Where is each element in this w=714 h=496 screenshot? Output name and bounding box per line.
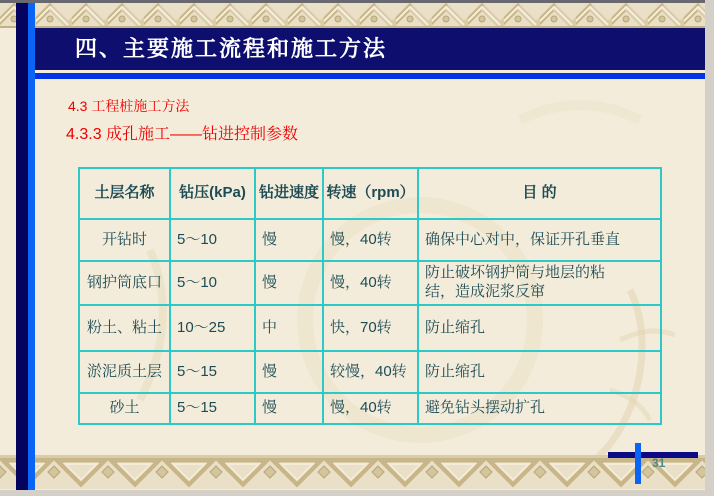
column-header: 钻进速度 — [255, 168, 323, 219]
table-cell: 确保中心对中，保证开孔垂直 — [418, 219, 661, 261]
table-cell: 慢 — [255, 393, 323, 424]
table-cell: 避免钻头摆动扩孔 — [418, 393, 661, 424]
table-cell: 钢护筒底口 — [79, 261, 170, 305]
table-cell: 慢，40转 — [323, 219, 418, 261]
params-table-container — [78, 167, 662, 425]
table-cell: 防止缩孔 — [418, 351, 661, 393]
column-header: 钻压(kPa) — [170, 168, 255, 219]
table-cell: 防止缩孔 — [418, 305, 661, 351]
accent-strip — [16, 73, 705, 79]
bottom-ornament-band — [0, 455, 705, 489]
table-cell: 慢，40转 — [323, 261, 418, 305]
table-cell: 慢 — [255, 261, 323, 305]
table-row — [79, 261, 661, 305]
table-cell: 慢，40转 — [323, 393, 418, 424]
table-cell: 5～15 — [170, 393, 255, 424]
subsection-heading: 4.3.3 成孔施工——钻进控制参数 — [66, 126, 299, 143]
table-cell: 中 — [255, 305, 323, 351]
slide-title: 四、主要施工流程和施工方法 — [75, 36, 388, 61]
table-cell: 5～10 — [170, 261, 255, 305]
table-cell: 慢 — [255, 351, 323, 393]
page-number: 31 — [652, 456, 666, 470]
params-table-header-row — [79, 168, 661, 219]
title-bar — [16, 28, 705, 70]
top-ornament-band — [0, 3, 705, 28]
table-cell: 较慢，40转 — [323, 351, 418, 393]
table-cell: 防止破坏钢护筒与地层的粘结，造成泥浆反窜 — [418, 261, 661, 305]
window-top-edge — [0, 0, 705, 3]
table-cell: 开钻时 — [79, 219, 170, 261]
table-row — [79, 351, 661, 393]
table-row — [79, 393, 661, 424]
table-cell: 淤泥质土层 — [79, 351, 170, 393]
left-navy-bar — [16, 3, 28, 490]
column-header: 土层名称 — [79, 168, 170, 219]
section-heading: 4.3 工程桩施工方法 — [68, 98, 190, 114]
table-row — [79, 305, 661, 351]
left-blue-bar — [28, 3, 35, 490]
table-cell: 粉土、粘土 — [79, 305, 170, 351]
table-cell: 砂土 — [79, 393, 170, 424]
params-table — [78, 167, 662, 425]
table-cell: 快，70转 — [323, 305, 418, 351]
table-cell: 10～25 — [170, 305, 255, 351]
column-header: 转速（rpm） — [323, 168, 418, 219]
table-cell: 5～15 — [170, 351, 255, 393]
column-header: 目 的 — [418, 168, 661, 219]
page-marker-vbar — [635, 443, 641, 484]
table-row — [79, 219, 661, 261]
table-cell: 慢 — [255, 219, 323, 261]
table-cell: 5～10 — [170, 219, 255, 261]
